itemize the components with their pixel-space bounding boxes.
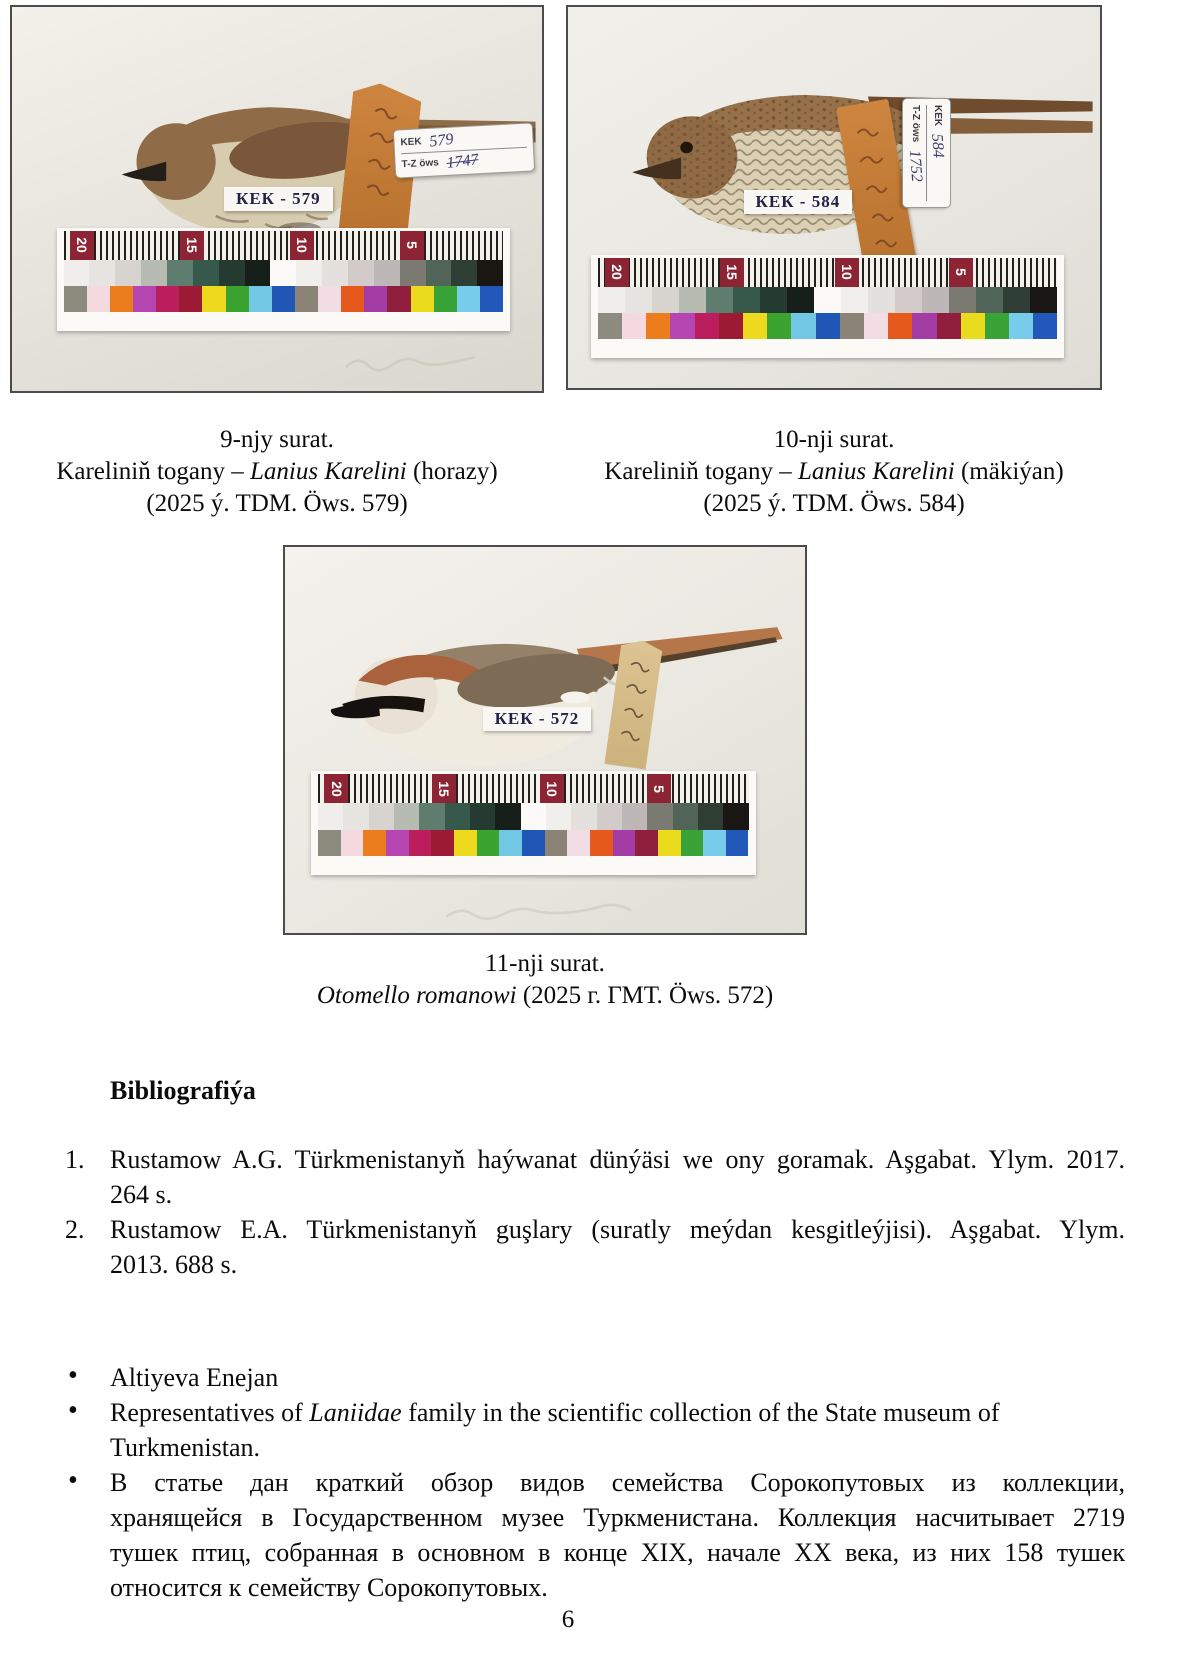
bullet-author: • Altiyeva Enejan	[68, 1360, 279, 1392]
bullet-abstract-line-4: относится к семейству Сорокопутовых.	[110, 1573, 548, 1602]
ruler-color-square	[695, 313, 719, 339]
ruler-number: 15	[720, 258, 744, 287]
ruler-gray-square	[115, 260, 141, 286]
ruler-gray-square	[521, 803, 546, 829]
caption-fig10-line2: Kareliniň togany – Lanius Karelini (mäkiýan)	[604, 458, 1064, 485]
ruler-gray-square	[477, 260, 503, 286]
ruler-color-square	[1033, 313, 1057, 339]
bib-item-1-line-1: 1. Rustamow A.G. Türkmenistanyň haýwanat dünýäsi we ony goramak. Aşgabat. Ylym. 2017.	[110, 1142, 1125, 1177]
ruler-color-square	[341, 830, 364, 856]
ruler-number: 10	[540, 774, 564, 803]
pencil-scribble	[441, 898, 649, 929]
ruler-gray-square	[976, 287, 1003, 313]
ruler-color-square	[522, 830, 545, 856]
bib-item-2-line-2: 2013. 688 s.	[110, 1250, 238, 1279]
ruler-gray-square	[394, 803, 419, 829]
caption-fig9-line1: 9-njy surat.	[220, 426, 334, 453]
ruler-color-square	[133, 286, 156, 312]
ruler-gray-square	[760, 287, 787, 313]
ruler-gray-square	[546, 803, 571, 829]
ruler-gray-square	[598, 287, 625, 313]
ruler-gray-square	[141, 260, 167, 286]
bib-item-2-line-1: 2. Rustamow E.A. Türkmenistanyň guşlary (suratly meýdan kesgitleýjisi). Aşgabat. Ylym.	[110, 1212, 1125, 1247]
bibliography-list	[65, 1142, 1125, 1282]
ruler-gray-square	[451, 260, 477, 286]
ruler-number: 15	[432, 774, 456, 803]
ruler-color-row	[318, 830, 749, 856]
ruler-gray-square	[733, 287, 760, 313]
ruler-gray-square	[706, 287, 733, 313]
ruler-color-square	[567, 830, 590, 856]
ruler-gray-square	[419, 803, 444, 829]
caption-fig11-line2: Otomello romanowi (2025 г. ГМТ. Öws. 572)	[316, 982, 774, 1009]
ruler-color-square	[791, 313, 815, 339]
caption-fig10-line1: 10-nji surat.	[773, 426, 895, 453]
ruler-gray-square	[470, 803, 495, 829]
label-kek-text: KEK	[399, 136, 422, 149]
ruler-color-square	[387, 286, 410, 312]
ruler-color-square	[477, 830, 500, 856]
ruler-color-square	[681, 830, 704, 856]
card-label-fig10: КЕК - 584	[744, 190, 853, 214]
ruler-color-square	[646, 313, 670, 339]
ruler-color-square	[622, 313, 646, 339]
ruler-color-square	[434, 286, 457, 312]
ruler-gray-square	[64, 260, 90, 286]
ruler-gray-square	[673, 803, 698, 829]
ruler-color-square	[499, 830, 522, 856]
ruler-gray-row	[64, 260, 504, 286]
abstract-bullets	[68, 1360, 1125, 1605]
ruler-color-square	[364, 286, 387, 312]
ruler-color-square	[912, 313, 936, 339]
ruler-gray-square	[374, 260, 400, 286]
ruler-gray-square	[949, 287, 976, 313]
ruler-color-square	[598, 313, 622, 339]
ruler-color-row	[64, 286, 504, 312]
ruler-gray-square	[322, 260, 348, 286]
ruler-color-square	[87, 286, 110, 312]
ruler-color-square	[156, 286, 179, 312]
ruler-gray-square	[348, 260, 374, 286]
ruler-gray-square	[814, 287, 841, 313]
ruler-gray-square	[647, 803, 672, 829]
ruler-gray-square	[89, 260, 115, 286]
bullet-title-line-1: • Representatives of Laniidae family in the scientific collection of the State museum of	[68, 1395, 1000, 1427]
bullet-icon: •	[68, 1360, 78, 1391]
ruler-gray-square	[1030, 287, 1057, 313]
ruler-number: 20	[605, 258, 629, 287]
label-tz-text: T-Z öws	[400, 157, 439, 171]
photo-fig10	[566, 5, 1102, 390]
ruler-number: 15	[180, 231, 204, 260]
ruler-gray-square	[369, 803, 394, 829]
ruler-barcode	[64, 231, 504, 260]
ruler-gray-square	[841, 287, 868, 313]
ruler-color-square	[703, 830, 726, 856]
caption-fig10-line3: (2025 ý. TDM. Öws. 584)	[703, 490, 965, 517]
label-tz-number: 1747	[445, 150, 480, 172]
ruler-gray-square	[343, 803, 368, 829]
ruler-number: 10	[290, 231, 314, 260]
ruler-number: 20	[70, 231, 94, 260]
ruler-gray-square	[219, 260, 245, 286]
caption-fig10	[566, 424, 1102, 520]
caption-fig9	[10, 424, 544, 520]
color-ruler	[57, 228, 511, 332]
ruler-color-square	[670, 313, 694, 339]
species-name-italic: Lanius Karelini	[797, 458, 955, 485]
ruler-color-square	[480, 286, 503, 312]
ruler-gray-square	[1003, 287, 1030, 313]
ruler-gray-square	[245, 260, 271, 286]
label-tz-number: 1752	[906, 150, 926, 184]
ruler-gray-square	[193, 260, 219, 286]
card-label-fig11: КЕК - 572	[483, 707, 592, 731]
ruler-gray-square	[571, 803, 596, 829]
ruler-gray-square	[698, 803, 723, 829]
ruler-color-square	[767, 313, 791, 339]
label-kek-text: KEK	[932, 105, 944, 127]
ruler-gray-square	[296, 260, 322, 286]
collection-label-fig9	[392, 122, 535, 178]
ruler-gray-square	[318, 803, 343, 829]
ruler-color-square	[295, 286, 318, 312]
ruler-color-square	[431, 830, 454, 856]
pencil-scribble	[341, 345, 500, 380]
collection-label-fig10	[902, 98, 951, 208]
bullet-title-line-2: Turkmenistan.	[110, 1433, 260, 1462]
ruler-color-square	[635, 830, 658, 856]
ruler-color-square	[864, 313, 888, 339]
ruler-gray-square	[625, 287, 652, 313]
bibliography-heading: Bibliografiýa	[110, 1076, 256, 1105]
ruler-gray-square	[445, 803, 470, 829]
ruler-color-square	[719, 313, 743, 339]
ruler-gray-square	[922, 287, 949, 313]
color-ruler	[591, 255, 1064, 358]
ruler-color-square	[590, 830, 613, 856]
ruler-color-square	[457, 286, 480, 312]
bullet-abstract-line-2: хранящейся в Государственном музее Туркменистана. Коллекция насчитывает 2719	[110, 1503, 1125, 1532]
label-kek-number: 579	[428, 130, 455, 151]
ruler-barcode	[318, 774, 749, 803]
family-name-italic: Laniidae	[309, 1398, 402, 1427]
photo-fig11	[283, 545, 807, 935]
ruler-barcode	[598, 258, 1057, 287]
ruler-color-square	[816, 313, 840, 339]
ruler-number: 5	[647, 774, 671, 803]
ruler-gray-square	[723, 803, 748, 829]
bullet-abstract-line-3: тушек птиц, собранная в основном в конце XIX, начале XX века, из них 158 тушек	[110, 1538, 1125, 1567]
ruler-color-square	[409, 830, 432, 856]
ruler-gray-square	[622, 803, 647, 829]
ruler-color-square	[318, 830, 341, 856]
ruler-color-square	[613, 830, 636, 856]
bib-item-1-line-2: 264 s.	[110, 1180, 173, 1209]
ruler-gray-square	[167, 260, 193, 286]
caption-fig9-line3: (2025 ý. TDM. Öws. 579)	[146, 490, 408, 517]
ruler-color-square	[840, 313, 864, 339]
species-name-italic: Lanius Karelini	[250, 458, 407, 485]
ruler-color-square	[937, 313, 961, 339]
ruler-color-square	[411, 286, 434, 312]
ruler-color-square	[249, 286, 272, 312]
caption-fig11-line1: 11-nji surat.	[485, 950, 605, 977]
ruler-gray-row	[598, 287, 1057, 313]
bullet-icon: •	[68, 1395, 78, 1426]
color-ruler	[311, 771, 756, 875]
ruler-number: 5	[400, 231, 424, 260]
ruler-color-square	[272, 286, 295, 312]
bullet-abstract-line-1: • В статье дан краткий обзор видов семейства Сорокопутовых из коллекции,	[68, 1465, 1125, 1497]
ruler-color-square	[985, 313, 1009, 339]
ruler-number: 10	[835, 258, 859, 287]
photo-fig9	[10, 5, 544, 393]
ruler-gray-square	[679, 287, 706, 313]
ruler-color-row	[598, 313, 1057, 339]
species-name-italic: Otomello romanowi	[316, 982, 517, 1009]
ruler-gray-row	[318, 803, 749, 829]
caption-fig9-line2: Kareliniň togany – Lanius Karelini (horazy)	[56, 458, 498, 485]
ruler-color-square	[545, 830, 568, 856]
bird-specimen-illustration	[306, 597, 784, 798]
ruler-number: 5	[949, 258, 973, 287]
ruler-number: 20	[324, 774, 348, 803]
label-tz-text: T-Z öws	[910, 105, 922, 143]
ruler-color-square	[110, 286, 133, 312]
ruler-gray-square	[400, 260, 426, 286]
ruler-color-square	[743, 313, 767, 339]
ruler-color-square	[179, 286, 202, 312]
ruler-color-square	[454, 830, 477, 856]
card-label-fig9: КЕК - 579	[224, 187, 333, 211]
list-number: 2.	[65, 1215, 85, 1244]
ruler-color-square	[961, 313, 985, 339]
ruler-color-square	[888, 313, 912, 339]
ruler-gray-square	[270, 260, 296, 286]
ruler-color-square	[202, 286, 225, 312]
ruler-gray-square	[895, 287, 922, 313]
page-number: 6	[561, 1606, 575, 1633]
ruler-gray-square	[868, 287, 895, 313]
list-number: 1.	[65, 1145, 85, 1174]
ruler-color-square	[318, 286, 341, 312]
caption-fig11	[243, 948, 847, 1012]
ruler-color-square	[341, 286, 364, 312]
ruler-color-square	[726, 830, 749, 856]
label-kek-number: 584	[928, 133, 948, 160]
ruler-color-square	[363, 830, 386, 856]
ruler-color-square	[64, 286, 87, 312]
ruler-gray-square	[597, 803, 622, 829]
ruler-color-square	[386, 830, 409, 856]
ruler-color-square	[1009, 313, 1033, 339]
ruler-gray-square	[652, 287, 679, 313]
ruler-gray-square	[787, 287, 814, 313]
ruler-gray-square	[426, 260, 452, 286]
ruler-gray-square	[495, 803, 520, 829]
bullet-icon: •	[68, 1465, 78, 1496]
ruler-color-square	[226, 286, 249, 312]
ruler-color-square	[658, 830, 681, 856]
